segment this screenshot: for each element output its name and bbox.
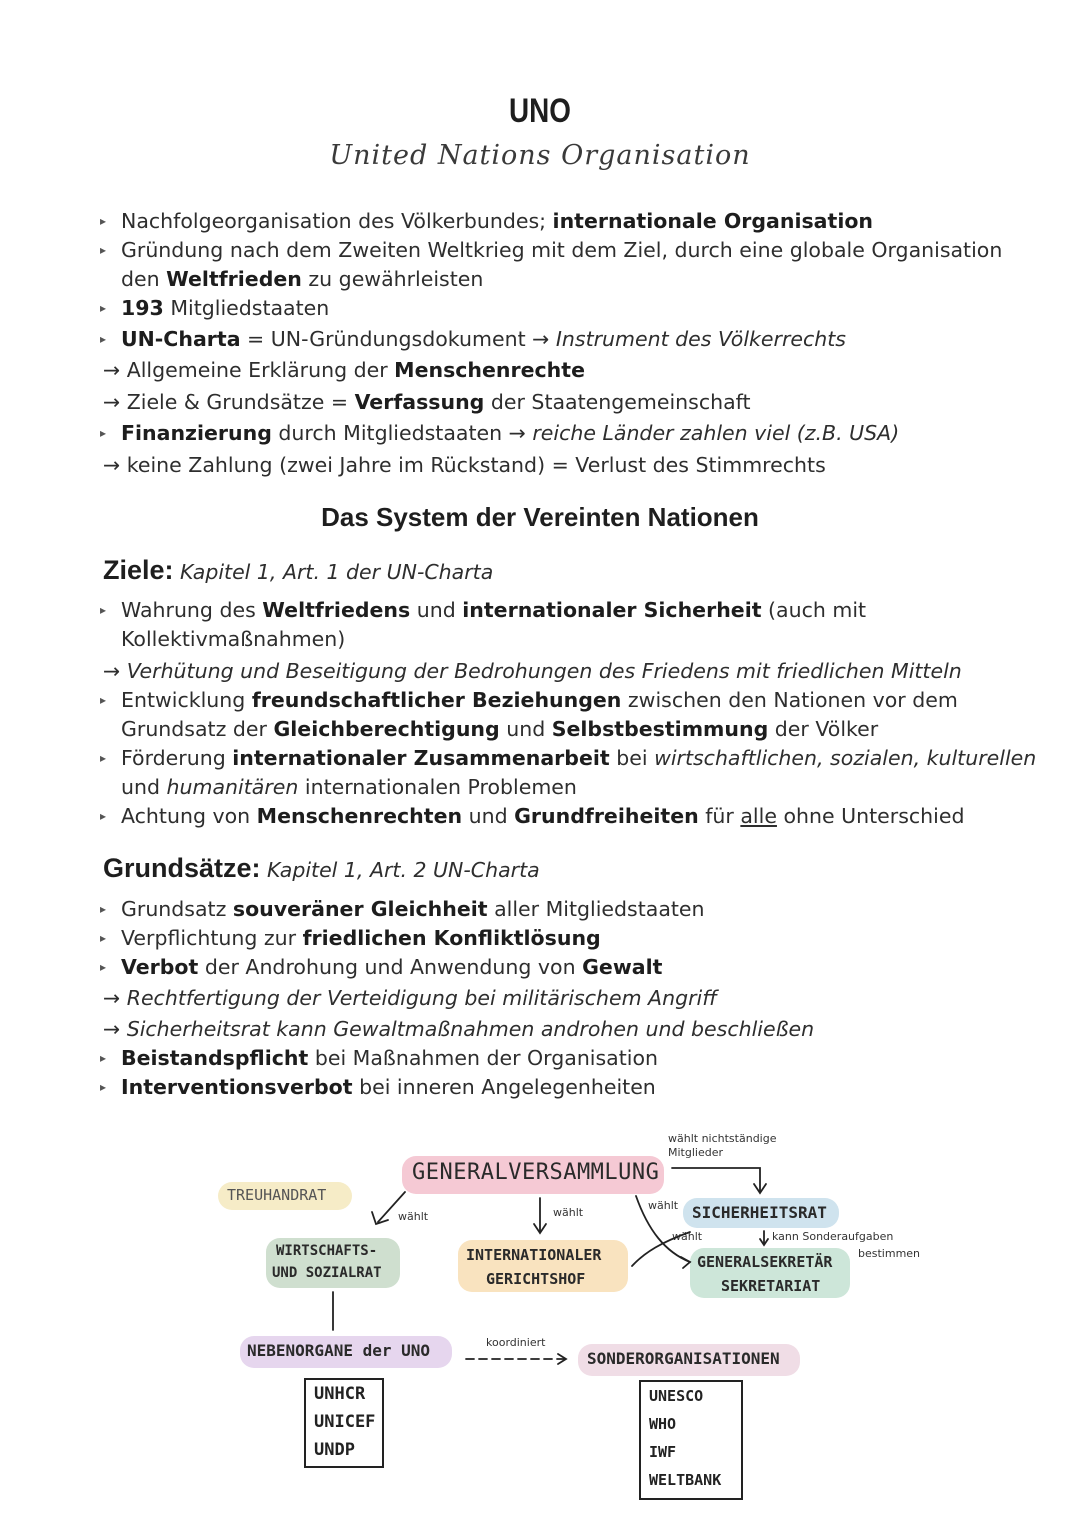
bullet-icon: ▸ — [100, 214, 107, 228]
ziele-line-1: ▸ Wahrung des Weltfriedens und internationaler Sicherheit (auch mit — [103, 596, 866, 625]
ziele-line-8: ▸ Achtung von Menschenrechten und Grundfreiheiten für alle ohne Unterschied — [103, 802, 964, 831]
bullet-icon: ▸ — [100, 243, 107, 257]
bullet-icon: ▸ — [100, 1080, 107, 1094]
ziele-line-3: → Verhütung und Beseitigung der Bedrohungen des Friedens mit friedlichen Mitteln — [103, 659, 962, 683]
bullet-icon: ▸ — [100, 809, 107, 823]
grundsaetze-line-2: ▸ Verpflichtung zur friedlichen Konfliktlösung — [103, 924, 601, 953]
bullet-icon: ▸ — [100, 332, 107, 346]
arrow-icon: → — [103, 453, 127, 477]
nebenorgane-label: NEBENORGANE der UNO — [247, 1341, 431, 1360]
igh-label-2: GERICHTSHOF — [486, 1270, 586, 1288]
bullet-icon: ▸ — [100, 603, 107, 617]
grundsaetze-heading: Grundsätze: Kapitel 1, Art. 2 UN-Charta — [103, 853, 540, 883]
intro-line-6: → Allgemeine Erklärung der Menschenrechte — [103, 358, 585, 382]
wiso-label-2: UND SOZIALRAT — [272, 1265, 382, 1281]
page-title: UNO — [509, 92, 571, 130]
intro-line-9: → keine Zahlung (zwei Jahre im Rückstand) = Verlust des Stimmrechts — [103, 453, 826, 477]
ziele-heading: Ziele: Kapitel 1, Art. 1 der UN-Charta — [103, 555, 494, 585]
waehlt-label-3: wählt — [648, 1199, 679, 1212]
intro-line-4: ▸ 193 Mitgliedstaaten — [103, 294, 329, 323]
arrow-icon: → — [103, 1017, 127, 1041]
bullet-icon: ▸ — [100, 301, 107, 315]
bullet-icon: ▸ — [100, 960, 107, 974]
list-item: UNHCR — [314, 1384, 366, 1404]
list-item: IWF — [649, 1443, 677, 1461]
sonderaufgaben-label-2: bestimmen — [858, 1247, 921, 1260]
list-item: WHO — [649, 1415, 677, 1433]
grundsaetze-line-5: → Sicherheitsrat kann Gewaltmaßnahmen androhen und beschließen — [103, 1017, 815, 1041]
arrowhead-ga-gs — [681, 1257, 690, 1268]
bullet-icon: ▸ — [100, 1051, 107, 1065]
waehlt-label-2: wählt — [553, 1206, 584, 1219]
arrow-icon: → — [103, 358, 127, 382]
generalversammlung-label: GENERALVERSAMMLUNG — [412, 1160, 660, 1185]
arrow-ga-gs — [636, 1196, 690, 1262]
grundsaetze-line-7: ▸ Interventionsverbot bei inneren Angelegenheiten — [103, 1073, 656, 1102]
ziele-line-5: Grundsatz der Gleichberechtigung und Selbstbestimmung der Völker — [121, 717, 879, 741]
grundsaetze-line-4: → Rechtfertigung der Verteidigung bei militärischem Angriff — [103, 986, 717, 1010]
generalsekretaer-label: GENERALSEKRETÄR — [697, 1253, 833, 1271]
grundsaetze-line-3: ▸ Verbot der Androhung und Anwendung von Gewalt — [103, 953, 662, 982]
grundsaetze-line-1: ▸ Grundsatz souveräner Gleichheit aller Mitgliedstaaten — [103, 895, 705, 924]
list-item: WELTBANK — [649, 1471, 722, 1489]
intro-line-8: ▸ Finanzierung durch Mitgliedstaaten → reiche Länder zahlen viel (z.B. USA) — [103, 419, 899, 448]
intro-line-5: ▸ UN-Charta = UN-Gründungsdokument → Instrument des Völkerrechts — [103, 325, 846, 354]
arrow-icon: → — [103, 659, 127, 683]
ziele-line-4: ▸ Entwicklung freundschaftlicher Beziehungen zwischen den Nationen vor dem — [103, 686, 958, 715]
arrow-sr-igh — [632, 1232, 690, 1266]
waehlt-label-4: wählt — [672, 1230, 703, 1243]
bullet-icon: ▸ — [100, 751, 107, 765]
ziele-line-2: Kollektivmaßnahmen) — [121, 627, 346, 651]
arrow-ga-wiso — [378, 1192, 405, 1222]
bullet-icon: ▸ — [100, 931, 107, 945]
waehlt-label-1: wählt — [398, 1210, 429, 1223]
page-subtitle: United Nations Organisation — [329, 140, 751, 171]
intro-line-3: den Weltfrieden zu gewährleisten — [121, 267, 484, 291]
list-item: UNESCO — [649, 1387, 704, 1405]
arrow-icon: → — [103, 986, 127, 1010]
grundsaetze-line-6: ▸ Beistandspflicht bei Maßnahmen der Organisation — [103, 1044, 658, 1073]
sonderaufgaben-label-1: kann Sonderaufgaben — [772, 1230, 894, 1243]
wiso-label-1: WIRTSCHAFTS- — [276, 1243, 378, 1259]
nichtstaendige-label-1: wählt nichtständige — [668, 1132, 777, 1145]
bullet-icon: ▸ — [100, 693, 107, 707]
arrow-ga-sr — [672, 1168, 760, 1192]
list-item: UNDP — [314, 1440, 355, 1460]
sonderorganisationen-label: SONDERORGANISATIONEN — [587, 1349, 780, 1368]
intro-line-2: ▸ Gründung nach dem Zweiten Weltkrieg mit dem Ziel, durch eine globale Organisation — [103, 236, 1002, 265]
arrow-icon: → — [103, 390, 127, 414]
treuhandrat-label: TREUHANDRAT — [227, 1186, 327, 1204]
nichtstaendige-label-2: Mitglieder — [668, 1146, 723, 1159]
section-heading-system: Das System der Vereinten Nationen — [321, 502, 759, 532]
sicherheitsrat-label: SICHERHEITSRAT — [692, 1203, 827, 1222]
list-item: UNICEF — [314, 1412, 376, 1432]
sonderorganisationen-list — [639, 1380, 743, 1500]
nebenorgane-list — [304, 1378, 384, 1468]
ziele-line-7: und humanitären internationalen Problemen — [121, 775, 577, 799]
bullet-icon: ▸ — [100, 426, 107, 440]
koordiniert-label: koordiniert — [486, 1336, 546, 1349]
bullet-icon: ▸ — [100, 902, 107, 916]
sekretariat-label: SEKRETARIAT — [721, 1277, 821, 1295]
intro-line-7: → Ziele & Grundsätze = Verfassung der Staatengemeinschaft — [103, 390, 751, 414]
ziele-line-6: ▸ Förderung internationaler Zusammenarbeit bei wirtschaftlichen, sozialen, kulturellen — [103, 744, 1036, 773]
intro-line-1: ▸ Nachfolgeorganisation des Völkerbundes; internationale Organisation — [103, 207, 873, 236]
igh-label-1: INTERNATIONALER — [466, 1246, 602, 1264]
